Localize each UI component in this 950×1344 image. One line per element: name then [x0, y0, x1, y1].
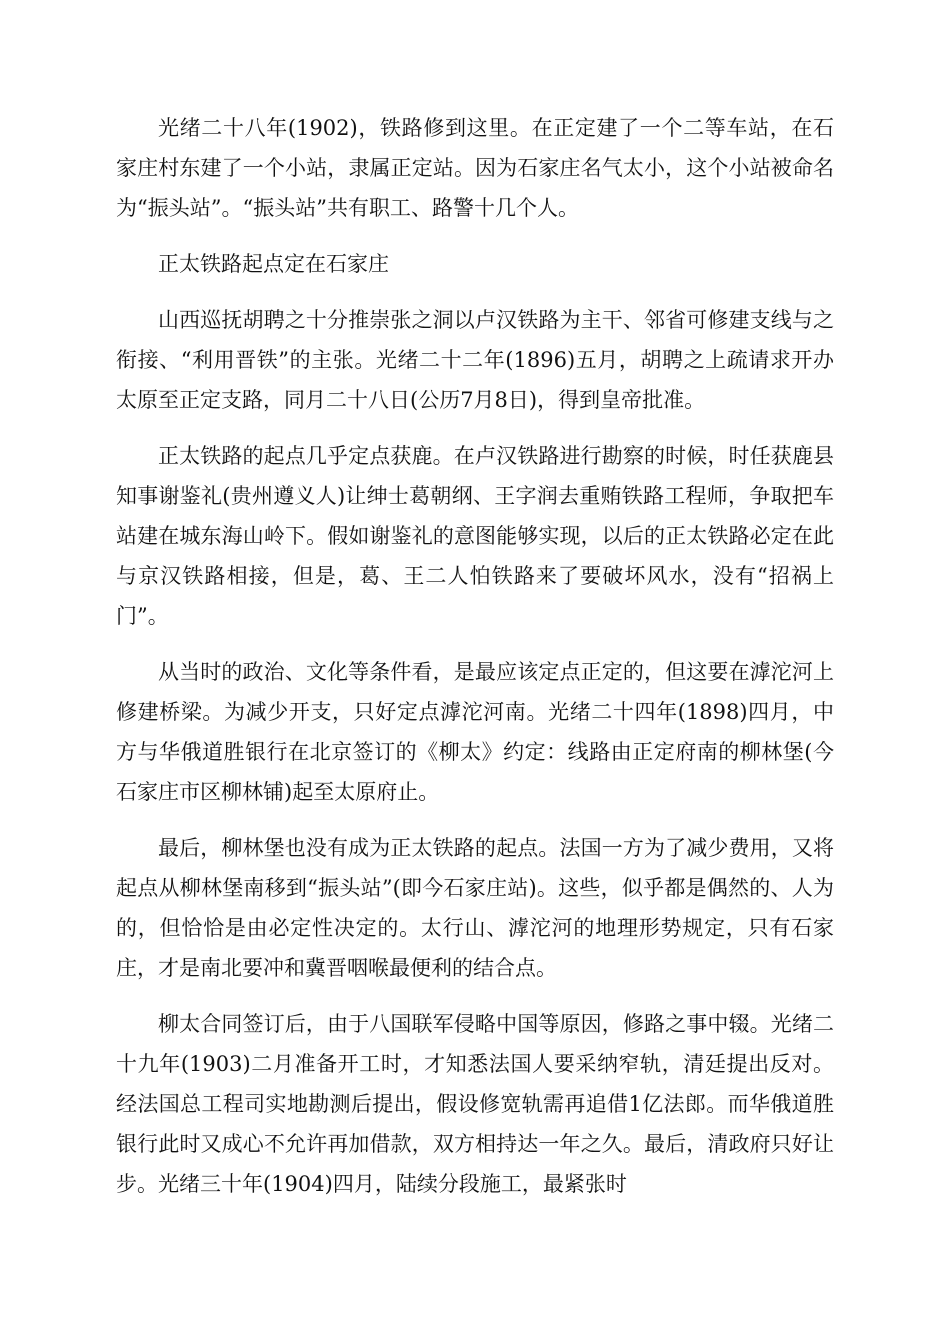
paragraph-liulinbao: 最后，柳林堡也没有成为正太铁路的起点。法国一方为了减少费用，又将起点从柳林堡南移到“振头站”(即今石家庄站)。这些，似乎都是偶然的、人为的，但恰恰是由必定性决定的。太行山、滹沱河的地理形势规定，只有石家庄，才是南北要冲和冀晋咽喉最便利的结合点。	[116, 836, 834, 980]
paragraph-construction: 柳太合同签订后，由于八国联军侵略中国等原因，修路之事中辍。光绪二十九年(1903)二月准备开工时，才知悉法国人要采纳窄轨，清廷提出反对。经法国总工程司实地勘测后提出，假设修宽轨需再追借1亿法郎。而华俄道胜银行此时又成心不允许再加借款，双方相持达一年之久。最后，清政府只好让步。光绪三十年(1904)四月，陆续分段施工，最紧张时	[116, 1012, 834, 1196]
paragraph-hu-pinzhi: 山西巡抚胡聘之十分推崇张之洞以卢汉铁路为主干、邻省可修建支线与之衔接、“利用晋铁”的主张。光绪二十二年(1896)五月，胡聘之上疏请求开办太原至正定支路，同月二十八日(公历7月8日)，得到皇帝批准。	[116, 308, 834, 412]
document-page	[116, 108, 834, 1220]
paragraph-zhentou-station: 光绪二十八年(1902)，铁路修到这里。在正定建了一个二等车站，在石家庄村东建了一个小站，隶属正定站。因为石家庄名气太小，这个小站被命名为“振头站”。“振头站”共有职工、路警十几个人。	[116, 116, 834, 220]
paragraph-zhengding: 从当时的政治、文化等条件看，是最应该定点正定的，但这要在滹沱河上修建桥梁。为减少开支，只好定点滹沱河南。光绪二十四年(1898)四月，中方与华俄道胜银行在北京签订的《柳太》约定：线路由正定府南的柳林堡(今石家庄市区柳林铺)起至太原府止。	[116, 660, 834, 804]
section-heading: 正太铁路起点定在石家庄	[158, 252, 389, 276]
paragraph-huolu: 正太铁路的起点几乎定点获鹿。在卢汉铁路进行勘察的时候，时任获鹿县知事谢鉴礼(贵州遵义人)让绅士葛朝纲、王字润去重贿铁路工程师，争取把车站建在城东海山岭下。假如谢鉴礼的意图能够实现，以后的正太铁路必定在此与京汉铁路相接，但是，葛、王二人怕铁路来了要破坏风水，没有“招祸上门”。	[116, 444, 834, 628]
